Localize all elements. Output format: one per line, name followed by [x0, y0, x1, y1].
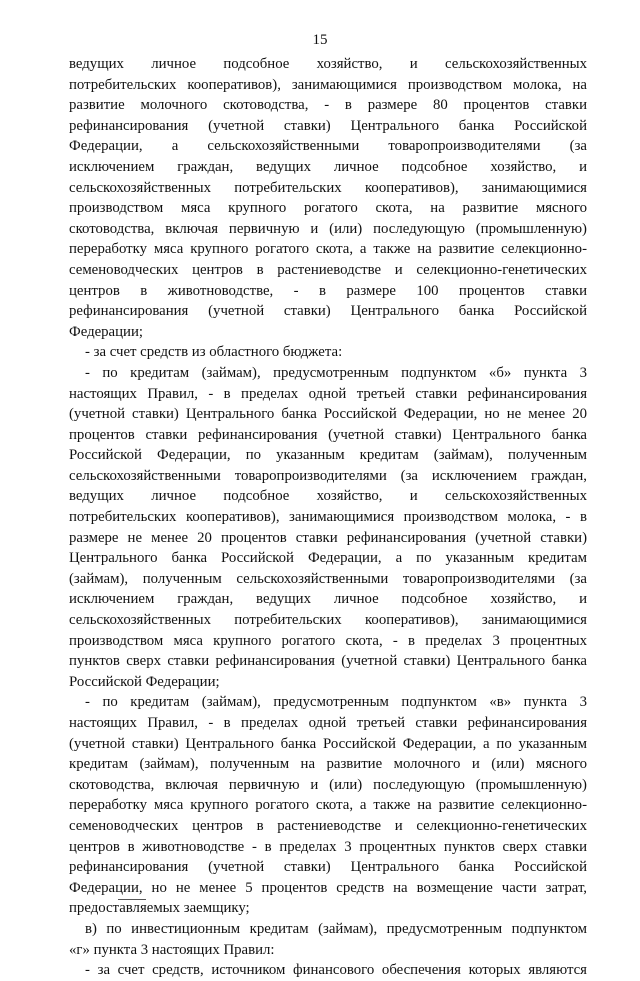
text-line: процентов ставки рефинансирования (учетной ставки) Центрального банка: [69, 426, 587, 443]
text-line: семеноводческих центров в растениеводстве и селекционно-генетических: [69, 817, 587, 834]
text-line: рефинансирования (учетной ставки) Центрального банка Российской: [69, 859, 587, 876]
text-line: Федерации, а сельскохозяйственными товаропроизводителями (за: [69, 138, 587, 155]
text-line: производством мяса крупного рогатого скота, - в пределах 3 процентных: [69, 632, 587, 649]
text-line: предоставляемых заемщику;: [69, 900, 250, 917]
text-line: Федерации, но не менее 5 процентов средств на возмещение части затрат,: [69, 879, 587, 896]
document-body: [69, 54, 587, 981]
text-line: рефинансирования (учетной ставки) Центрального банка Российской: [69, 303, 587, 320]
text-line: кредитам (займам), полученным на развитие молочного и (или) мясного: [69, 756, 587, 773]
text-line: потребительских кооперативов), занимающимися производством молока, - в: [69, 509, 587, 526]
text-line: размере не менее 20 процентов ставки рефинансирования (учетной ставки): [69, 529, 587, 546]
text-line: скотоводства, включая первичную и (или) последующую (промышленную): [69, 776, 587, 793]
text-line: скотоводства, включая первичную и (или) последующую (промышленную): [69, 220, 587, 237]
text-line: сельскохозяйственных потребительских кооперативов), занимающимися: [69, 612, 587, 629]
text-line: (учетной ставки) Центрального банка Российской Федерации, но не менее 20: [69, 406, 587, 423]
text-line: ведущих личное подсобное хозяйство, и сельскохозяйственных: [69, 56, 587, 72]
text-line: Российской Федерации, по указанным кредитам (займам), полученным: [69, 447, 587, 464]
text-line: исключением граждан, ведущих личное подсобное хозяйство, и: [69, 158, 587, 175]
text-line: ведущих личное подсобное хозяйство, и сельскохозяйственных: [69, 488, 587, 505]
text-line: рефинансирования (учетной ставки) Центрального банка Российской: [69, 117, 587, 134]
text-line: переработку мяса крупного рогатого скота, а также на развитие селекционно-: [69, 241, 587, 258]
text-line: (займам), полученным сельскохозяйственными товаропроизводителями (за: [69, 570, 587, 587]
text-line: (учетной ставки) Центрального банка Российской Федерации, а по указанным: [69, 735, 587, 752]
text-line: Российской Федерации;: [69, 673, 220, 690]
text-line: центров в животноводстве - в пределах 3 процентных пунктов сверх ставки: [69, 838, 587, 855]
text-line: семеноводческих центров в растениеводстве и селекционно-генетических: [69, 261, 587, 278]
text-line: исключением граждан, ведущих личное подсобное хозяйство, и: [69, 591, 587, 608]
text-line: настоящих Правил, - в пределах одной третьей ставки рефинансирования: [69, 715, 587, 731]
text-line: потребительских кооперативов), занимающимися производством молока, на: [69, 76, 587, 93]
text-line: - по кредитам (займам), предусмотренным подпунктом «б» пункта 3: [85, 364, 587, 381]
text-line: центров в животноводстве, - в размере 100 процентов ставки: [69, 282, 587, 299]
text-line: - по кредитам (займам), предусмотренным подпунктом «в» пункта 3: [85, 694, 587, 711]
text-line: Центрального банка Российской Федерации, а по указанным кредитам: [69, 550, 587, 567]
text-line: - за счет средств из областного бюджета:: [85, 344, 343, 361]
text-line: сельскохозяйственными товаропроизводителями (за исключением граждан,: [69, 467, 587, 484]
text-line: «г» пункта 3 настоящих Правил:: [69, 941, 275, 958]
text-line: сельскохозяйственных потребительских кооперативов), занимающимися: [69, 179, 587, 196]
text-line: - за счет средств, источником финансового обеспечения которых являются: [85, 962, 587, 979]
text-line: Федерации;: [69, 323, 143, 340]
text-line: настоящих Правил, - в пределах одной третьей ставки рефинансирования: [69, 385, 587, 402]
text-line: в) по инвестиционным кредитам (займам), предусмотренным подпунктом: [85, 920, 587, 937]
text-line: производством мяса крупного рогатого скота, на развитие мясного: [69, 200, 587, 217]
text-line: развитие молочного скотоводства, - в размере 80 процентов ставки: [69, 97, 587, 114]
text-line: пунктов сверх ставки рефинансирования (учетной ставки) Центрального банка: [69, 653, 587, 670]
footer-mark: [118, 899, 146, 900]
text-line: переработку мяса крупного рогатого скота, а также на развитие селекционно-: [69, 797, 587, 814]
page-number: 15: [312, 32, 328, 48]
